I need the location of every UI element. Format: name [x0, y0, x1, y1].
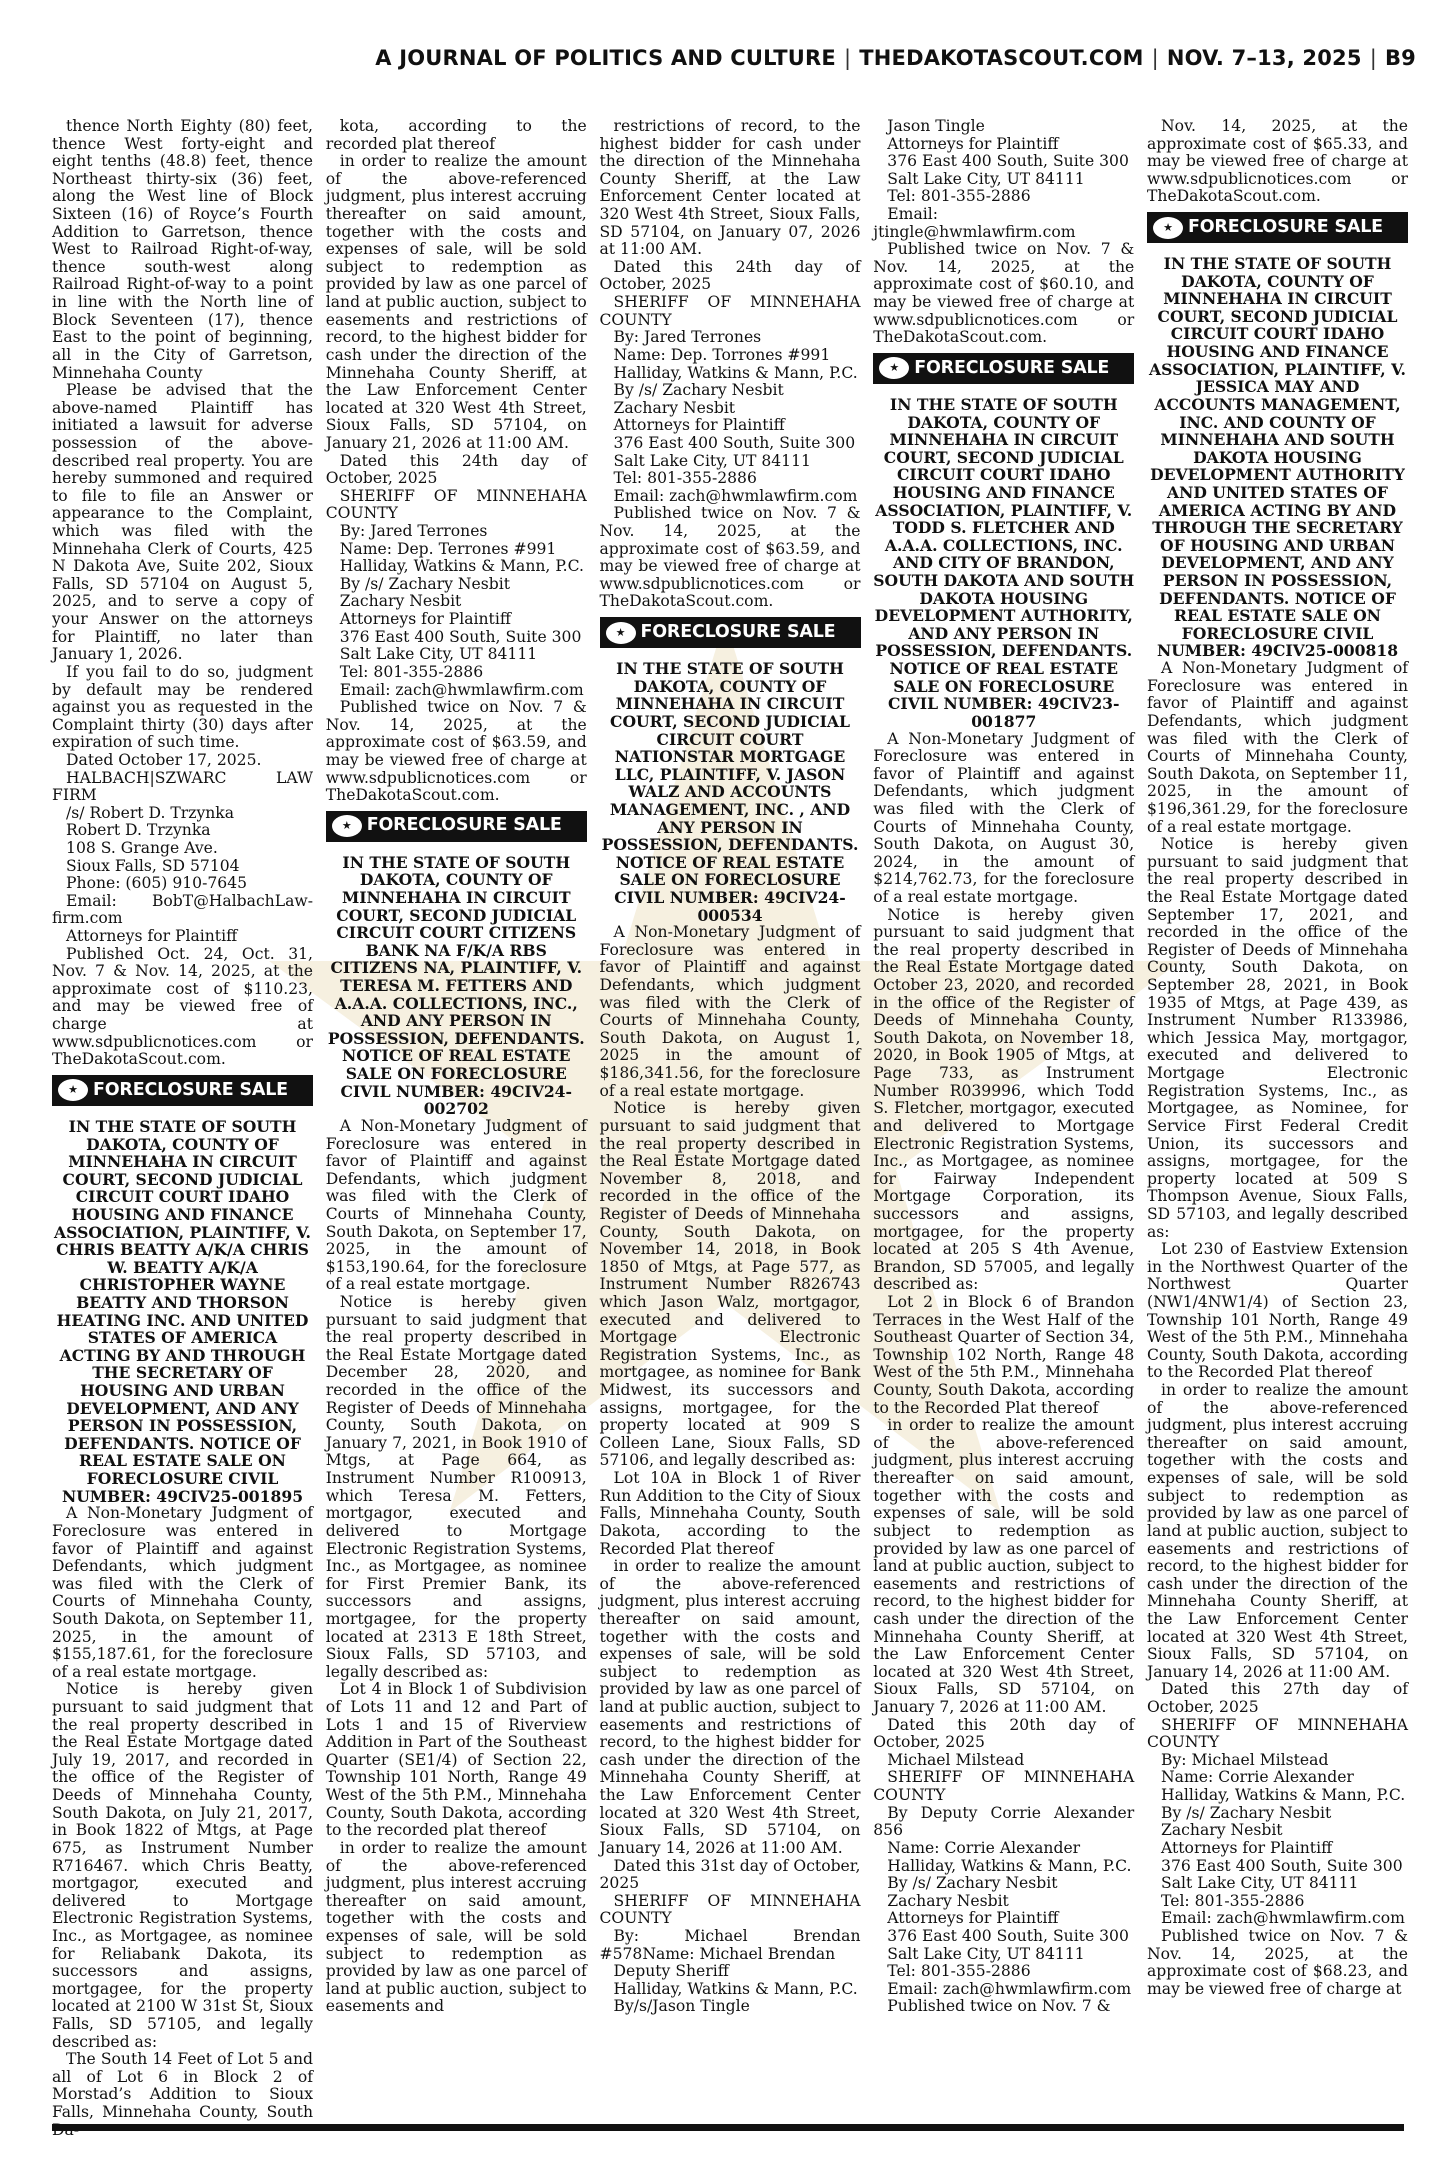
- notice-paragraph: Salt Lake City, UT 84111: [1161, 1874, 1359, 1893]
- notice-paragraph: Email: zach@hwmlawfirm.com: [339, 680, 584, 699]
- publication-tagline: A JOURNAL OF POLITICS AND CULTURE: [375, 46, 836, 70]
- notice-paragraph: Notice is hereby given pursuant to said judgment that the real property described in the Real Estate Mortgage dated October 23, 2020, and recorded in the office of the Register of Deeds of Minnehaha County, South Dakota, on November 18, 2020, in Book 1905 of Mtgs, at Page 733, as Instrument Number R039996, which Todd S. Fletcher, mortgagor, executed and delivered to Mortgage Electronic Registration Systems, Inc., as Mortgagee, as nominee for Fairway Independent Mortgage Corporation, its successors and assigns, mortgagee, for the property located at 205 S 4th Avenue, Brandon, SD 57005, and legally described as:: [873, 905, 1135, 1294]
- notice-paragraph: Email: zach@hwmlawfirm.com: [1161, 1909, 1405, 1928]
- banner-label: FORECLOSURE SALE: [1188, 216, 1383, 237]
- notice-paragraph: By/s/Jason Tingle: [613, 1997, 750, 2016]
- notice-paragraph: SHERIFF OF MINNEHAHA COUNTY: [873, 1768, 1135, 1805]
- notice-paragraph: Notice is hereby given pursuant to said judgment that the real property described in the Real Estate Mortgage dated December 28, 2020, and recorded in the office of the Register of Deeds of Minnehaha County, South Dakota, on January 7, 2021, in Book 1910 of Mtgs, at Page 664, as Instrument Number R100913, which Teresa M. Fetters, mortgagor, executed and delivered to Mortgage Electronic Registration Systems, Inc., as Mortgagee, as nominee for First Premier Bank, its successors and assigns, mortgagee, for the property located at 2313 E 18th Street, Sioux Falls, SD 57103, and legally described as:: [325, 1293, 587, 1681]
- notice-paragraph: Published Oct. 24, Oct. 31, Nov. 7 & Nov. 14, 2025, at the approximate cost of $110.23, and may be viewed free of charge at www.sdpublicnotices.com or TheDakotaScout.com.: [52, 944, 313, 1069]
- notice-paragraph: Dated October 17, 2025.: [66, 750, 262, 769]
- notice-paragraph: Salt Lake City, UT 84111: [887, 1944, 1085, 1963]
- notice-paragraph: Dated this 24th day of October, 2025: [599, 257, 861, 294]
- banner-label: FORECLOSURE SALE: [914, 357, 1110, 378]
- notice-paragraph: Dated this 24th day of October, 2025: [325, 451, 587, 488]
- notice-paragraph: Halliday, Watkins & Mann, P.C.: [1161, 1786, 1406, 1805]
- column-1: [52, 117, 313, 2122]
- notice-paragraph: 376 East 400 South, Suite 300: [887, 1926, 1129, 1945]
- notice-paragraph: SHERIFF OF MINNEHAHA COUNTY: [599, 1891, 861, 1928]
- notice-caption: IN THE STATE OF SOUTH DAKOTA, COUNTY OF MINNEHAHA IN CIRCUIT COURT, SECOND JUDICIAL CIRCUIT COURT IDAHO HOUSING AND FINANCE ASSOCIATION, PLAINTIFF, V. CHRIS BEATTY A/K/A CHRIS W. BEATTY A/K/A CHRISTOPHER WAYNE BEATTY AND THORSON HEATING INC. AND UNITED STATES OF AMERICA ACTING BY AND THROUGH THE SECRETARY OF HOUSING AND URBAN DEVELOPMENT, AND ANY PERSON IN POSSESSION, DEFENDANTS. NOTICE OF REAL ESTATE SALE ON FORECLOSURE CIVIL NUMBER: 49CIV25-001895: [54, 1116, 311, 1506]
- notice-paragraph: in order to realize the amount of the above-referenced judgment, plus interest accruing thereafter on said amount, together with the costs and expenses of sale, will be sold subject to redemption as provided by law as one parcel of land at public auction, subject to easements and restrictions of record, to the highest bidder for cash under the direction of the Minnehaha County Sheriff, at the Law Enforcement Center located at 320 West 4th Street, Sioux Falls, SD 57104, on January 7, 2026 at 11:00 AM.: [873, 1416, 1135, 1717]
- banner-label: FORECLOSURE SALE: [93, 1079, 288, 1100]
- notice-paragraph: Robert D. Trzynka: [66, 821, 211, 840]
- notice-paragraph: Tel: 801-355-2886: [887, 1962, 1031, 1981]
- column-5: [1147, 118, 1408, 2118]
- notice-paragraph: 376 East 400 South, Suite 300: [339, 627, 582, 646]
- notice-paragraph: A Non-Monetary Judgment of Foreclosure was entered in favor of Plaintiff and against Defendants, which judgment was filed with the Clerk of Courts of Minnehaha County, South Dakota, on September 17, 2025, in the amount of $153,190.64, for the foreclosure of a real estate mortgage.: [325, 1116, 587, 1294]
- foreclosure-sale-banner: [52, 1075, 313, 1106]
- notice-paragraph: Attorneys for Plaintiff: [887, 134, 1059, 153]
- notice-paragraph: Lot 230 of Eastview Extension in the Northwest Quarter of the Northwest Quarter (NW1/4NW1/4) of Section 23, Township 101 North, Range 49 West of the 5th P.M., Minnehaha County, South Dakota, according to the Recorded Plat thereof: [1147, 1240, 1408, 1382]
- notice-paragraph: thence North Eighty (80) feet, thence West forty-eight and eight tenths (48.8) feet, thence Northeast thirty-six (36) feet, along the West line of Block Sixteen (16) of Royce’s Fourth Addition to Garretson, thence West to Railroad Right-of-way, thence south-west along Railroad Right-of-way to a point in line with the North line of Block Seventeen (17), thence East to the point of beginning, all in the City of Garretson, Minnehaha County: [52, 117, 313, 382]
- notice-paragraph: SHERIFF OF MINNEHAHA COUNTY: [1147, 1715, 1408, 1752]
- notice-paragraph: If you fail to do so, judgment by default may be rendered against you as requested in the Complaint thirty (30) days after expiration of such time.: [52, 662, 313, 752]
- notice-paragraph: By Deputy Corrie Alexander 856: [873, 1803, 1135, 1840]
- notice-paragraph: HALBACH|SZWARC LAW FIRM: [52, 768, 313, 805]
- notice-paragraph: Dated this 20th day of October, 2025: [873, 1715, 1135, 1752]
- notice-paragraph: A Non-Monetary Judgment of Foreclosure was entered in favor of Plaintiff and against Defendants, which judgment was filed with the Clerk of Courts of Minnehaha County, South Dakota, on September 11, 2025, in the amount of $155,187.61, for the foreclosure of a real estate mortgage.: [52, 1504, 313, 1681]
- notice-paragraph: Name: Dep. Terrones #991: [339, 539, 557, 558]
- notice-paragraph: Salt Lake City, UT 84111: [887, 169, 1085, 188]
- notice-paragraph: in order to realize the amount of the above-referenced judgment, plus interest accruing thereafter on said amount, together with the costs and expenses of sale, will be sold subject to redemption as provided by law as one parcel of land at public auction, subject to easements and restrictions of record, to the highest bidder for cash under the direction of the Minnehaha County Sheriff, at the Law Enforcement Center located at 320 West 4th Street, Sioux Falls, SD 57104, on January 21, 2026 at 11:00 AM.: [325, 152, 587, 452]
- notice-paragraph: Notice is hereby given pursuant to said judgment that the real property described in the Real Estate Mortgage dated September 17, 2021, and recorded in the office of the Register of Deeds of Minnehaha County, South Dakota, on September 28, 2021, in Book 1935 of Mtgs, at Page 439, as Instrument Number R133986, which Jessica May, mortgagor, executed and delivered to Mortgage Electronic Registration Systems, Inc., as Mortgagee, as Nominee, for Service First Federal Credit Union, its successors and assigns, mortgagee, for the property located at 509 S Thompson Avenue, Sioux Falls, SD 57103, and legally described as:: [1147, 835, 1408, 1241]
- page-header: A JOURNAL OF POLITICS AND CULTURE | THEDAKOTASCOUT.COM | NOV. 7–13, 2025 | B9: [375, 46, 1416, 70]
- notice-paragraph: kota, according to the recorded plat thereof: [325, 117, 587, 153]
- notice-paragraph: Attorneys for Plaintiff: [613, 416, 785, 435]
- notice-paragraph: Published twice on Nov. 7 & Nov. 14, 2025, at the approximate cost of $63.59, and may be viewed free of charge at www.sdpublicnotices.com or TheDakotaScout.com.: [325, 698, 587, 805]
- notice-paragraph: Tel: 801-355-2886: [887, 187, 1031, 206]
- notice-paragraph: By /s/ Zachary Nesbit: [339, 574, 511, 593]
- notice-paragraph: Zachary Nesbit: [887, 1891, 1009, 1910]
- notice-paragraph: By /s/ Zachary Nesbit: [1161, 1803, 1332, 1822]
- notice-paragraph: 376 East 400 South, Suite 300: [1161, 1856, 1403, 1875]
- notice-columns: [52, 117, 1408, 2122]
- notice-paragraph: Attorneys for Plaintiff: [1161, 1838, 1333, 1857]
- issue-date: NOV. 7–13, 2025: [1166, 46, 1362, 70]
- notice-paragraph: The South 14 Feet of Lot 5 and all of Lot 6 in Block 2 of Morstad’s Addition to Sioux Falls, Minnehaha County, South: [52, 2050, 313, 2122]
- notice-paragraph: By: Jared Terrones: [339, 522, 488, 541]
- notice-paragraph: A Non-Monetary Judgment of Foreclosure was entered in favor of Plaintiff and against Defendants, which judgment was filed with the Clerk of Courts of Minnehaha County, South Dakota, on August 30, 2024, in the amount of $214,762.73, for the foreclosure of a real estate mortgage.: [873, 729, 1135, 906]
- scout-logo-icon: ★: [58, 1079, 88, 1101]
- notice-paragraph: Please be advised that the above-named Plaintiff has initiated a lawsuit for adverse possession of the above-described real property. You are hereby summoned and required to file to file an Answer or appearance to the Complaint, which was filed with the Minnehaha Clerk of Courts, 425 N Dakota Ave, Suite 202, Sioux Falls, SD 57104 on August 5, 2025, and to serve a copy of your Answer on the attorneys for Plaintiff, no later than January 1, 2026.: [52, 381, 313, 664]
- notice-paragraph: A Non-Monetary Judgment of Foreclosure was entered in favor of Plaintiff and against Defendants, which judgment was filed with the Clerk of Courts of Minnehaha County, South Dakota, on August 1, 2025 in the amount of $186,341.56, for the foreclosure of a real estate mortgage.: [599, 923, 861, 1100]
- notice-paragraph: 376 East 400 South, Suite 300: [613, 433, 856, 452]
- notice-paragraph: Tel: 801-355-2886: [1161, 1891, 1305, 1910]
- notice-paragraph: By /s/ Zachary Nesbit: [887, 1874, 1058, 1893]
- scout-logo-icon: ★: [332, 815, 362, 837]
- notice-paragraph: By: Jared Terrones: [613, 328, 762, 347]
- notice-paragraph: Phone: (605) 910-7645: [66, 874, 248, 893]
- notice-paragraph: Deputy Sheriff: [613, 1962, 729, 1981]
- notice-paragraph: Email: zach@hwmlawfirm.com: [613, 486, 858, 505]
- banner-label: FORECLOSURE SALE: [366, 815, 562, 836]
- column-3: [600, 118, 861, 2118]
- notice-paragraph: Halliday, Watkins & Mann, P.C.: [613, 363, 858, 382]
- notice-paragraph: SHERIFF OF MINNEHAHA COUNTY: [599, 293, 861, 329]
- notice-paragraph: Halliday, Watkins & Mann, P.C.: [887, 1856, 1132, 1875]
- notice-paragraph: Notice is hereby given pursuant to said judgment that the real property described in the Real Estate Mortgage dated July 19, 2017, and recorded in the office of the Register of Deeds of Minnehaha County, South Dakota, on July 21, 2017, in Book 1822 of Mtgs, at Page 675, as Instrument Number R716467. which Chris Beatty, mortgagor, executed and delivered to Mortgage Electronic Registration Systems, Inc., as Mortgagee, as nominee for Reliabank Dakota, its successors and assigns, mortgagee, for the property located at 2100 W 31st St, Sioux Falls, SD 57105, and legally described as:: [52, 1680, 313, 2051]
- scout-logo-icon: ★: [606, 622, 636, 644]
- notice-paragraph: Attorneys for Plaintiff: [66, 927, 238, 946]
- notice-paragraph: Dated this 27th day of October, 2025: [1147, 1680, 1408, 1717]
- notice-paragraph: Sioux Falls, SD 57104: [66, 856, 240, 875]
- notice-paragraph: Salt Lake City, UT 84111: [339, 645, 538, 664]
- scout-logo-icon: ★: [879, 357, 909, 379]
- notice-paragraph: in order to realize the amount of the above-referenced judgment, plus interest accruing thereafter on said amount, together with the costs and expenses of sale, will be sold subject to redemption as provided by law as one parcel of land at public auction, subject to easements and restrictions of record, to the highest bidder for cash under the direction of the Minnehaha County Sheriff, at the Law Enforcement Center located at 320 West 4th Street, Sioux Falls, SD 57104, on January 14, 2026 at 11:00 AM.: [599, 1557, 861, 1857]
- notice-paragraph: Name: Corrie Alexander: [887, 1838, 1081, 1857]
- notice-caption: IN THE STATE OF SOUTH DAKOTA, COUNTY OF MINNEHAHA IN CIRCUIT COURT, SECOND JUDICIAL CIRCUIT COURT CITIZENS BANK NA F/K/A RBS CITIZENS NA, PLAINTIFF, V. TERESA M. FETTERS AND A.A.A. COLLECTIONS, INC., AND ANY PERSON IN POSSESSION, DEFENDANTS. NOTICE OF REAL ESTATE SALE ON FORECLOSURE CIVIL NUMBER: 49CIV24-002702: [327, 852, 585, 1119]
- notice-paragraph: By /s/ Zachary Nesbit: [613, 381, 784, 400]
- notice-paragraph: Attorneys for Plaintiff: [339, 610, 511, 629]
- notice-paragraph: Published twice on Nov. 7 & Nov. 14, 2025, at the approximate cost of $60.10, and may be viewed free of charge at www.sdpublicnotices.com or TheDakotaScout.com.: [873, 240, 1135, 347]
- notice-paragraph: Notice is hereby given pursuant to said judgment that the real property described in the Real Estate Mortgage dated November 8, 2018, and recorded in the office of the Register of Deeds of Minnehaha County, South Dakota, on November 14, 2018, in Book 1850 of Mtgs, at Page 577, as Instrument Number R826743 which Jason Walz, mortgagor, executed and delivered to Mortgage Electronic Registration Systems, Inc., as mortgagee, as nominee for Bank Midwest, its successors and assigns, mortgagee, for the property located at 909 S Colleen Lane, Sioux Falls, SD 57106, and legally described as:: [599, 1099, 861, 1470]
- notice-paragraph: Lot 2 in Block 6 of Brandon Terraces in the West Half of the Southeast Quarter of Section 34, Township 102 North, Range 48 West of the 5th P.M., Minnehaha County, South Dakota, according to the Recorded Plat thereof: [873, 1293, 1135, 1417]
- notice-paragraph: Email: zach@hwmlawfirm.com: [887, 1979, 1132, 1998]
- website-link[interactable]: THEDAKOTASCOUT.COM: [859, 46, 1144, 70]
- notice-paragraph: Tel: 801-355-2886: [613, 469, 757, 488]
- notice-paragraph: Salt Lake City, UT 84111: [613, 451, 811, 470]
- notice-paragraph: Email: BobT@HalbachLaw-firm.com: [52, 891, 313, 928]
- notice-paragraph: Published twice on Nov. 7 & Nov. 14, 2025, at the approximate cost of $68.23, and may be viewed free of charge at: [1147, 1926, 1408, 1998]
- notice-paragraph: By: Michael Milstead: [1161, 1750, 1329, 1769]
- scout-logo-icon: ★: [1153, 217, 1183, 239]
- page-number: B9: [1384, 46, 1416, 70]
- column-2: [326, 118, 587, 2118]
- notice-paragraph: By: Michael Brendan #578Name: Michael Brendan: [599, 1926, 861, 1963]
- notice-paragraph: Michael Milstead: [887, 1750, 1025, 1769]
- banner-label: FORECLOSURE SALE: [640, 621, 836, 642]
- notice-paragraph: Name: Dep. Torrones #991: [613, 345, 831, 364]
- foreclosure-sale-banner: [600, 617, 861, 648]
- notice-paragraph: Zachary Nesbit: [339, 592, 462, 611]
- notice-paragraph: Zachary Nesbit: [613, 398, 736, 417]
- foreclosure-sale-banner: [326, 811, 587, 842]
- notice-paragraph: Name: Corrie Alexander: [1161, 1768, 1354, 1787]
- notice-paragraph: Jason Tingle: [887, 117, 985, 135]
- notice-paragraph: Lot 10A in Block 1 of River Run Addition to the City of Sioux Falls, Minnehaha County, South Dakota, according to the Recorded Plat thereof: [599, 1469, 861, 1558]
- notice-paragraph: Lot 4 in Block 1 of Subdivision of Lots 11 and 12 and Part of Lots 1 and 15 of Riverview Addition in Part of the Southeast Quarter (SE1/4) of Section 22, Township 101 North, Range 49 West of the 5th P.M., Minnehaha County, South Dakota, according to the recorded plat thereof: [325, 1680, 587, 1840]
- footer-rule: [52, 2124, 1404, 2131]
- notice-paragraph: Halliday, Watkins & Mann, P.C.: [339, 557, 584, 576]
- notice-paragraph: Tel: 801-355-2886: [339, 662, 484, 681]
- notice-paragraph: 376 East 400 South, Suite 300: [887, 152, 1129, 171]
- notice-paragraph: Halliday, Watkins & Mann, P.C.: [613, 1979, 858, 1998]
- notice-paragraph: in order to realize the amount of the above-referenced judgment, plus interest accruing thereafter on said amount, together with the costs and expenses of sale, will be sold subject to redemption as provided by law as one parcel of land at public auction, subject to easements and: [325, 1838, 587, 2016]
- notice-paragraph: restrictions of record, to the highest bidder for cash under the direction of the Minnehaha County Sheriff, at the Law Enforcement Center located at 320 West 4th Street, Sioux Falls, SD 57104, on January 07, 2026 at 11:00 AM.: [599, 117, 861, 259]
- notice-paragraph: SHERIFF OF MINNEHAHA COUNTY: [325, 486, 587, 523]
- notice-paragraph: Email: jtingle@hwmlawfirm.com: [873, 205, 1076, 241]
- foreclosure-sale-banner: [873, 353, 1134, 384]
- notice-paragraph: A Non-Monetary Judgment of Foreclosure was entered in favor of Plaintiff and against Defendants, which judgment was filed with the Clerk of Courts of Minnehaha County, South Dakota, on September 11, 2025, in the amount of $196,361.29, for the foreclosure of a real estate mortgage.: [1147, 659, 1408, 836]
- notice-paragraph: Zachary Nesbit: [1161, 1821, 1283, 1840]
- notice-caption: IN THE STATE OF SOUTH DAKOTA, COUNTY OF MINNEHAHA IN CIRCUIT COURT, SECOND JUDICIAL CIRCUIT COURT NATIONSTAR MORTGAGE LLC, PLAINTIFF, V. JASON WALZ AND ACCOUNTS MANAGEMENT, INC. , AND ANY PERSON IN POSSESSION, DEFENDANTS. NOTICE OF REAL ESTATE SALE ON FORECLOSURE CIVIL NUMBER: 49CIV24-000534: [601, 659, 859, 925]
- notice-paragraph: Published twice on Nov. 7 & Nov. 14, 2025, at the approximate cost of $63.59, and may be viewed free of charge at www.sdpublicnotices.com or TheDakotaScout.com.: [599, 504, 861, 611]
- notice-paragraph: in order to realize the amount of the above-referenced judgment, plus interest accruing thereafter on said amount, together with the costs and expenses of sale, will be sold subject to redemption as provided by law as one parcel of land at public auction, subject to easements and restrictions of record, to the highest bidder for cash under the direction of the Minnehaha County Sheriff, at the Law Enforcement Center located at 320 West 4th Street, Sioux Falls, SD 57104, on January 14, 2026 at 11:00 AM.: [1147, 1381, 1408, 1681]
- notice-paragraph: 108 S. Grange Ave.: [66, 838, 218, 857]
- notice-caption: IN THE STATE OF SOUTH DAKOTA, COUNTY OF MINNEHAHA IN CIRCUIT COURT, SECOND JUDICIAL CIRCUIT COURT IDAHO HOUSING AND FINANCE ASSOCIATION, PLAINTIFF, V. JESSICA MAY AND ACCOUNTS MANAGEMENT, INC. AND COUNTY OF MINNEHAHA AND SOUTH DAKOTA HOUSING DEVELOPMENT AUTHORITY AND UNITED STATES OF AMERICA ACTING BY AND THROUGH THE SECRETARY OF HOUSING AND URBAN DEVELOPMENT, AND ANY PERSON IN POSSESSION, DEFENDANTS. NOTICE OF REAL ESTATE SALE ON FORECLOSURE CIVIL NUMBER: 49CIV25-000818: [1149, 254, 1406, 661]
- notice-paragraph: Dated this 31st day of October, 2025: [599, 1856, 861, 1893]
- notice-caption: IN THE STATE OF SOUTH DAKOTA, COUNTY OF MINNEHAHA IN CIRCUIT COURT, SECOND JUDICIAL CIRCUIT COURT IDAHO HOUSING AND FINANCE ASSOCIATION, PLAINTIFF, V. TODD S. FLETCHER AND A.A.A. COLLECTIONS, INC. AND CITY OF BRANDON, SOUTH DAKOTA AND SOUTH DAKOTA HOUSING DEVELOPMENT AUTHORITY, AND ANY PERSON IN POSSESSION, DEFENDANTS. NOTICE OF REAL ESTATE SALE ON FORECLOSURE CIVIL NUMBER: 49CIV23-001877: [873, 394, 1135, 731]
- notice-paragraph: Published twice on Nov. 7 &: [887, 1997, 1111, 2016]
- column-4: [873, 118, 1134, 2118]
- notice-paragraph: Nov. 14, 2025, at the approximate cost of $65.33, and may be viewed free of charge at www.sdpublicnotices.com or TheDakotaScout.com.: [1147, 117, 1408, 206]
- notice-paragraph: Attorneys for Plaintiff: [887, 1909, 1059, 1928]
- notice-paragraph: /s/ Robert D. Trzynka: [66, 803, 235, 822]
- foreclosure-sale-banner: [1147, 212, 1408, 243]
